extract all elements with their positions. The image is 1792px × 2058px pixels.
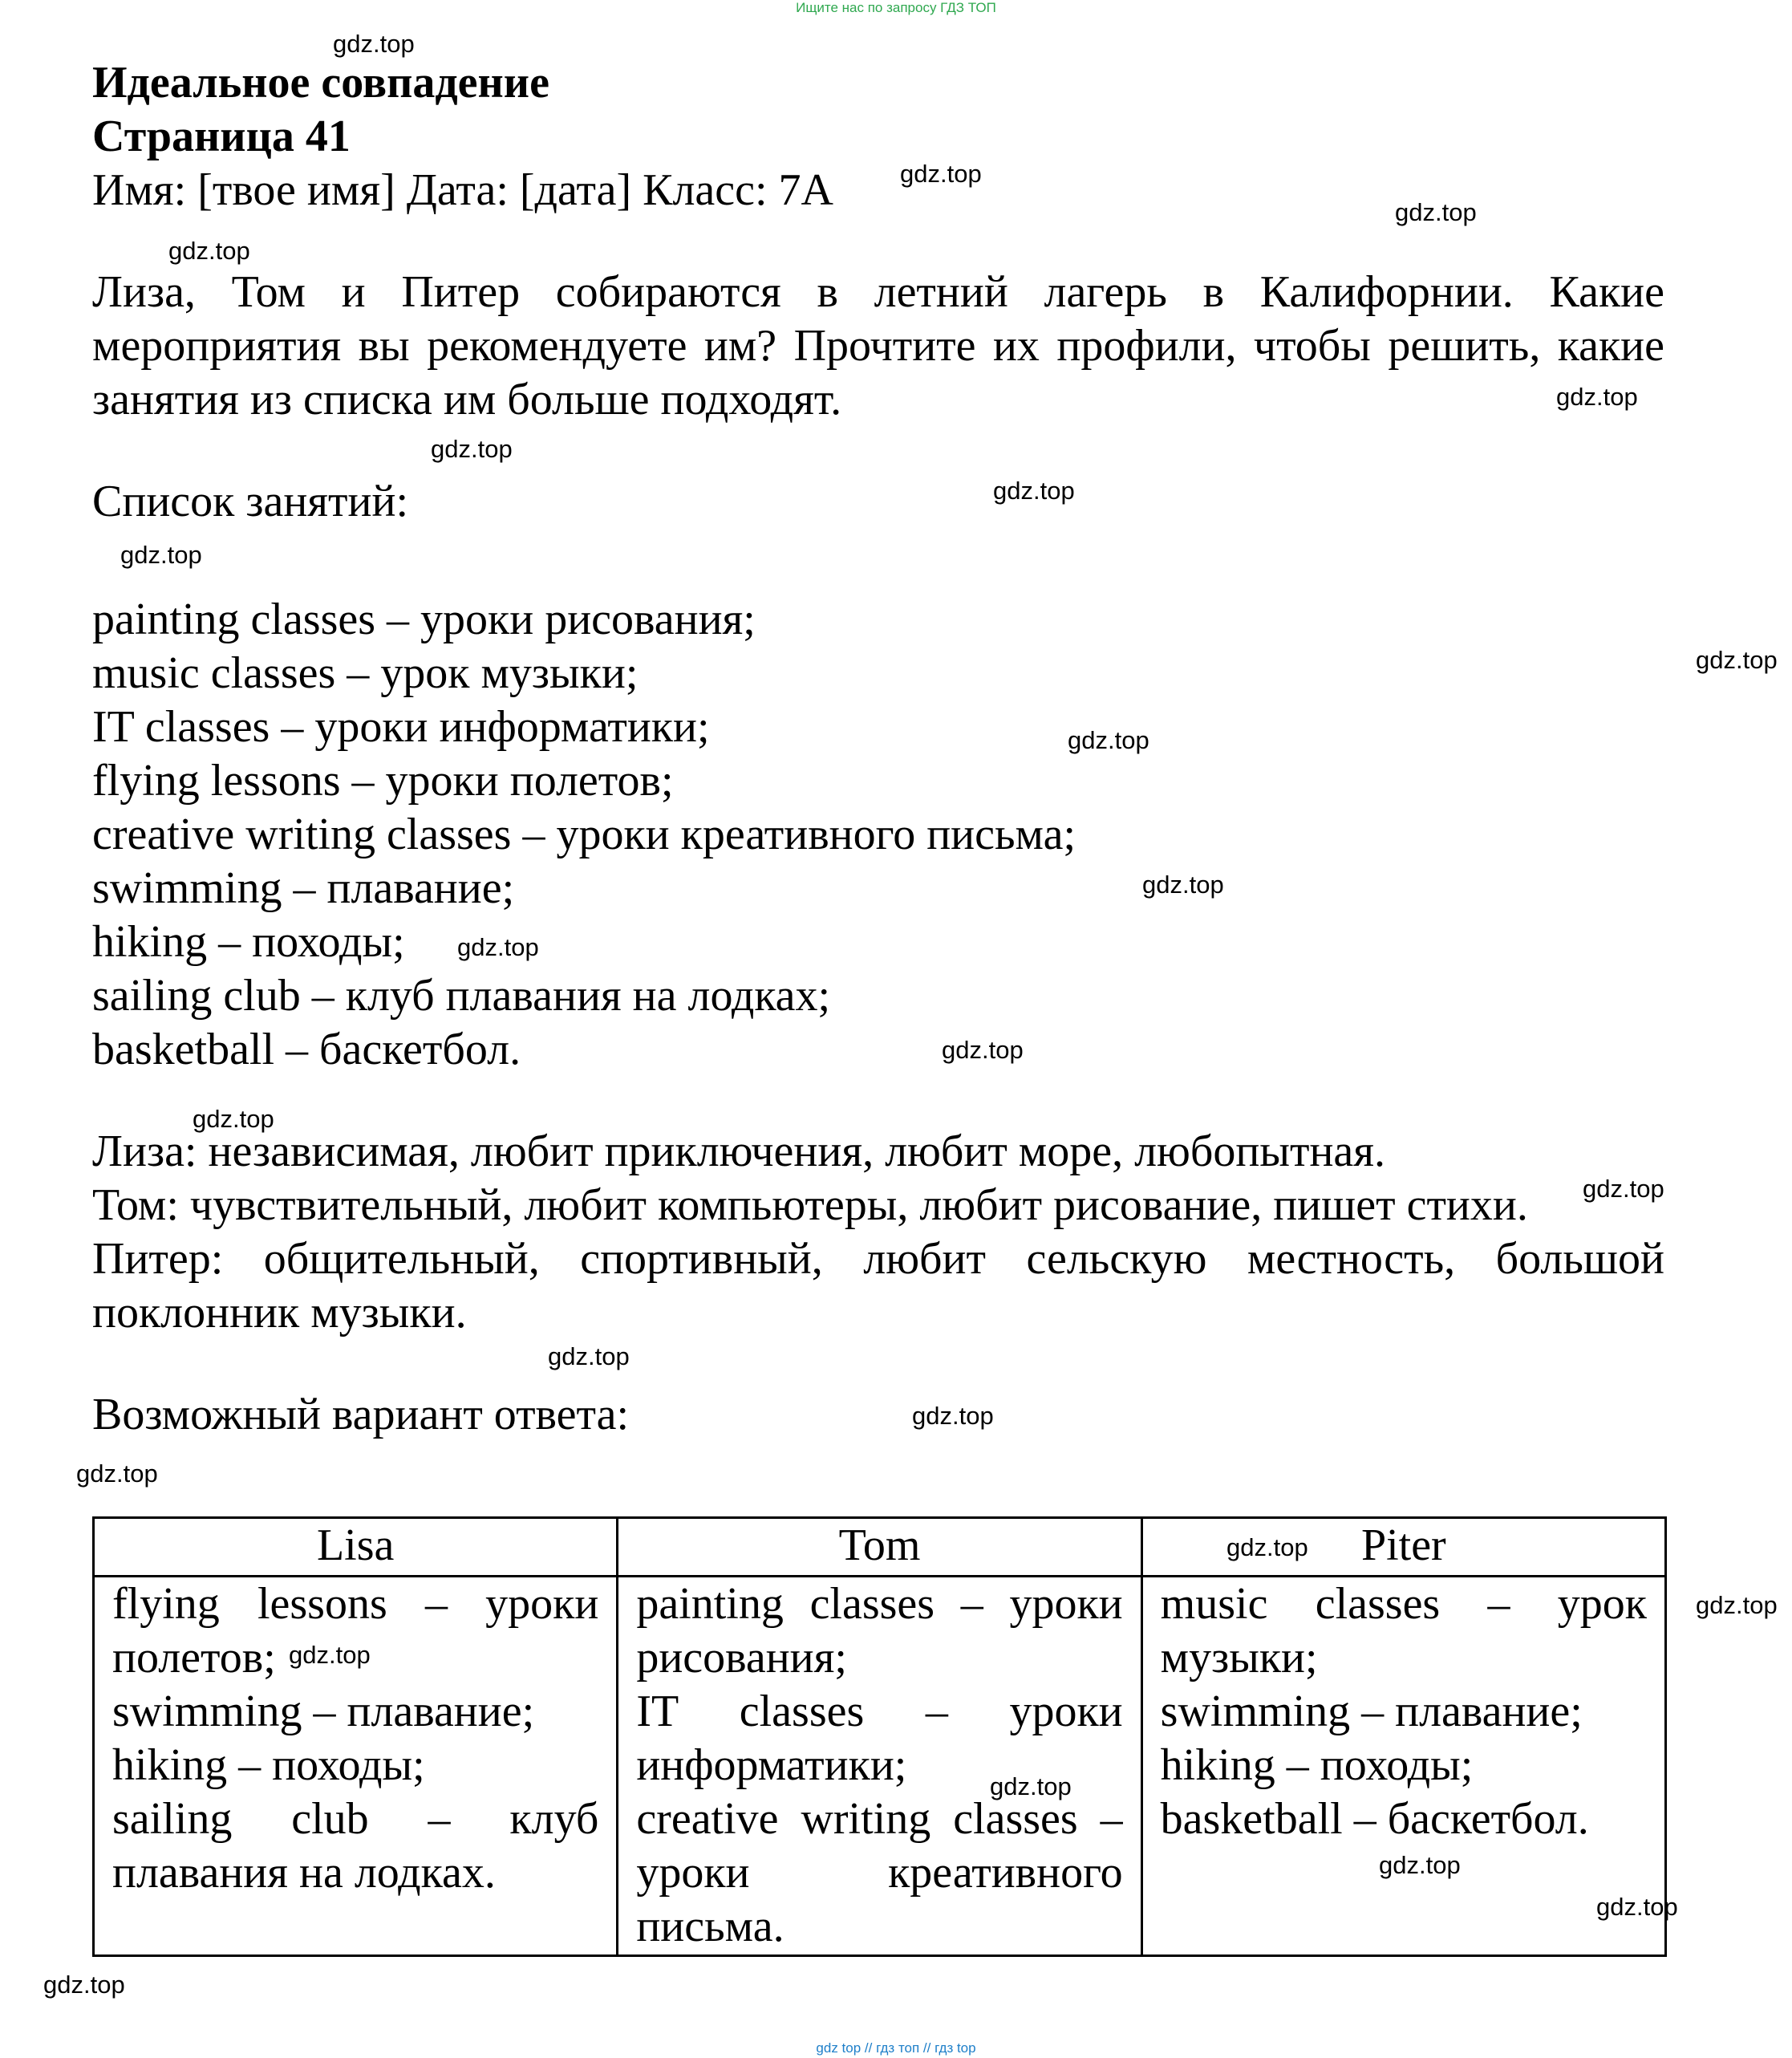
document-body [92, 56, 1664, 1442]
piter-activity: hiking – походы; [1160, 1740, 1474, 1790]
activities-heading: Список занятий: [92, 477, 409, 526]
watermark: gdz.top [333, 30, 415, 58]
watermark: gdz.top [289, 1641, 371, 1669]
activity-item: IT classes – уроки информатики; [92, 702, 710, 752]
watermark: gdz.top [1142, 871, 1224, 899]
column-header-piter: Piter [1141, 1518, 1665, 1577]
activity-item: basketball – баскетбол. [92, 1025, 521, 1074]
watermark: gdz.top [990, 1772, 1072, 1800]
watermark: gdz.top [120, 541, 202, 569]
document-title: Идеальное совпадение [92, 58, 549, 108]
watermark: gdz.top [1226, 1533, 1308, 1561]
column-header-lisa: Lisa [94, 1518, 618, 1577]
lisa-activity: hiking – походы; [112, 1740, 425, 1790]
lisa-activity: sailing club – клуб плавания на лодках. [112, 1794, 599, 1898]
profile-lisa: Лиза: независимая, любит приключения, любит море, любопытная. [92, 1126, 1386, 1176]
tom-activity: creative writing classes – уроки креативного письма. [636, 1794, 1123, 1951]
activity-item: flying lessons – уроки полетов; [92, 756, 674, 806]
table-row [94, 1577, 1666, 1956]
watermark: gdz.top [548, 1342, 630, 1370]
piter-cell [1141, 1577, 1665, 1956]
profile-piter: Питер: общительный, спортивный, любит сельскую местность, большой поклонник музыки. [92, 1234, 1664, 1337]
top-banner: Ищите нас по запросу ГДЗ ТОП [796, 0, 996, 15]
column-header-tom: Tom [618, 1518, 1141, 1577]
answer-table [92, 1516, 1667, 1957]
activity-item: painting classes – уроки рисования; [92, 595, 756, 644]
watermark: gdz.top [168, 237, 250, 265]
lisa-cell [94, 1577, 618, 1956]
watermark: gdz.top [1696, 646, 1778, 674]
profile-tom: Том: чувствительный, любит компьютеры, любит рисование, пишет стихи. [92, 1180, 1528, 1230]
watermark: gdz.top [193, 1105, 274, 1133]
activity-item: creative writing classes – уроки креативного письма; [92, 810, 1076, 859]
lisa-activity: swimming – плавание; [112, 1687, 535, 1736]
piter-activity: basketball – баскетбол. [1160, 1794, 1589, 1844]
watermark: gdz.top [431, 435, 513, 463]
task-text: Лиза, Том и Питер собираются в летний лагерь в Калифорнии. Какие мероприятия вы рекомендуете им? Прочтите их профили, чтобы решить, какие занятия из списка им больше подходят. [92, 267, 1664, 424]
lisa-activity: flying lessons – уроки полетов; [112, 1579, 599, 1683]
answer-heading: Возможный вариант ответа: [92, 1390, 630, 1439]
watermark: gdz.top [912, 1402, 994, 1430]
watermark: gdz.top [43, 1971, 125, 1999]
watermark: gdz.top [76, 1459, 158, 1488]
watermark: gdz.top [942, 1036, 1024, 1064]
watermark: gdz.top [993, 477, 1075, 505]
watermark: gdz.top [1395, 198, 1477, 226]
tom-activity: painting classes – уроки рисования; [636, 1579, 1123, 1683]
piter-activity: swimming – плавание; [1160, 1687, 1583, 1736]
table-header-row [94, 1518, 1666, 1577]
watermark: gdz.top [1068, 726, 1149, 754]
watermark: gdz.top [457, 933, 539, 961]
watermark: gdz.top [1696, 1591, 1778, 1619]
watermark: gdz.top [1596, 1893, 1678, 1921]
activity-item: swimming – плавание; [92, 863, 515, 913]
watermark: gdz.top [900, 160, 982, 188]
activity-item: sailing club – клуб плавания на лодках; [92, 971, 831, 1021]
activity-item: music classes – урок музыки; [92, 648, 639, 698]
watermark: gdz.top [1379, 1851, 1461, 1879]
page-number: Страница 41 [92, 112, 351, 161]
watermark: gdz.top [1583, 1175, 1664, 1203]
student-info: Имя: [твое имя] Дата: [дата] Класс: 7А [92, 165, 833, 215]
bottom-banner: gdz top // гдз топ // гдз top [816, 2040, 976, 2056]
activity-item: hiking – походы; [92, 917, 405, 967]
tom-cell [618, 1577, 1141, 1956]
watermark: gdz.top [1556, 383, 1638, 411]
tom-activity: IT classes – уроки информатики; [636, 1687, 1123, 1790]
piter-activity: music classes – урок музыки; [1160, 1579, 1647, 1683]
